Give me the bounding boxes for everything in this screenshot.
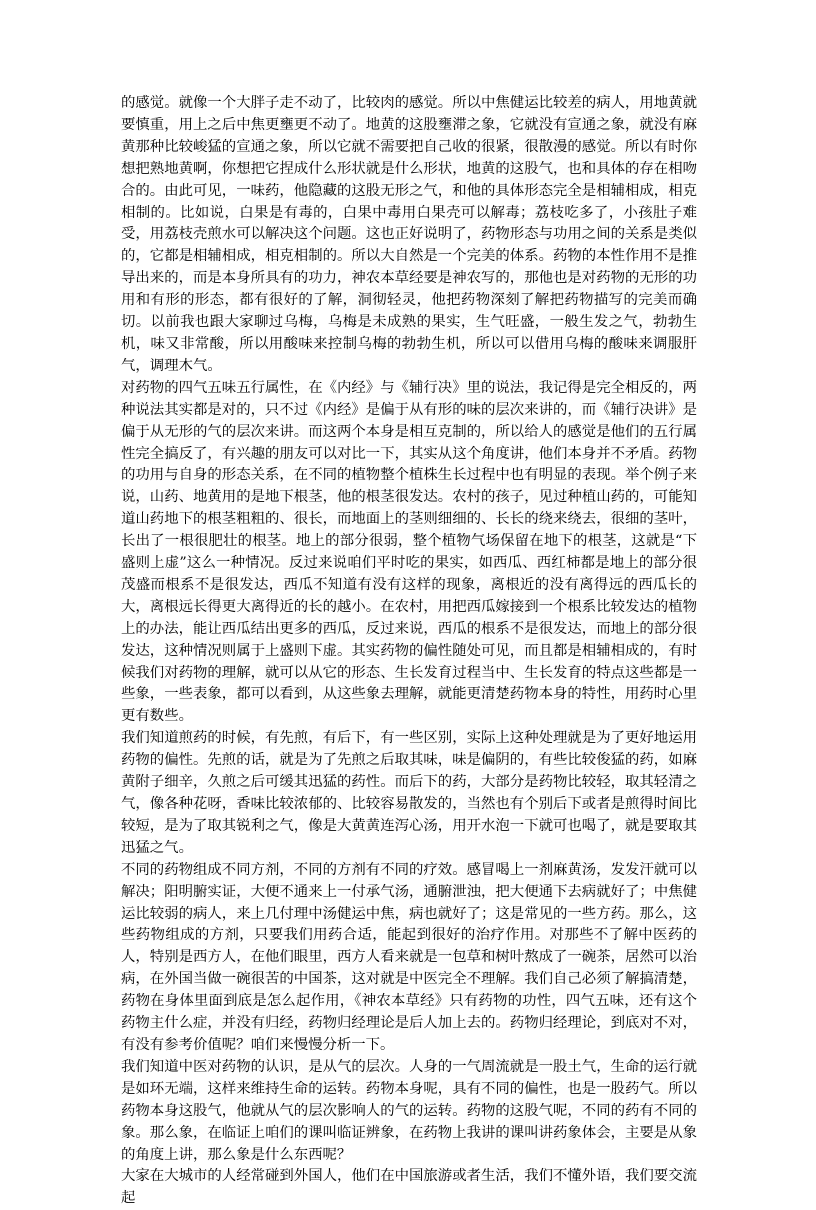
paragraph-6: 大家在大城市的人经常碰到外国人，他们在中国旅游或者生活，我们不懂外语，我们要交流起 [121, 1168, 697, 1207]
paragraph-1: 的感觉。就像一个大胖子走不动了，比较肉的感觉。所以中焦健运比较差的病人，用地黄就要慎重，用上之后中焦更壅更不动了。地黄的这股壅滞之象，它就没有宣通之象，就没有麻黄那种比较峻猛的宣通之象，所以它就不需要把自己收的很紧，很散漫的感觉。所以有时你想把熟地黄啊，你想把它捏成什么形状就是什么形状，地黄的这股气，也和具体的存在相吻合的。由此可见，一味药，他隐藏的这股无形之气，和他的具体形态完全是相辅相成，相克相制的。比如说，白果是有毒的，白果中毒用白果壳可以解毒；荔枝吃多了，小孩肚子难受，用荔枝壳煎水可以解决这个问题。这也正好说明了，药物形态与功用之间的关系是类似的，它都是相辅相成，相克相制的。所以大自然是一个完美的体系。药物的本性作用不是推导出来的，而是本身所具有的功力，神农本草经要是神农写的，那他也是对药物的无形的功用和有形的形态，都有很好的了解，洞彻轻灵，他把药物深刻了解把药物描写的完美而确切。以前我也跟大家聊过乌梅，乌梅是未成熟的果实，生气旺盛，一般生发之气，勃勃生机，味又非常酸，所以用酸味来控制乌梅的勃勃生机，所以可以借用乌梅的酸味来调服肝气，调理木气。 [121, 95, 697, 374]
paragraph-3: 我们知道煎药的时候，有先煎，有后下，有一些区别，实际上这种处理就是为了更好地运用药物的偏性。先煎的话，就是为了先煎之后取其味，味是偏阴的，有些比较俊猛的药，如麻黄附子细辛，久煎之后可缓其迅猛的药性。而后下的药，大部分是药物比较轻，取其轻清之气，像各种花呀，香味比较浓郁的、比较容易散发的，当然也有个别后下或者是煎得时间比较短，是为了取其锐利之气，像是大黄黄连泻心汤，用开水泡一下就可也喝了，就是要取其迅猛之气。 [121, 730, 697, 856]
paragraph-2: 对药物的四气五味五行属性，在《内经》与《辅行决》里的说法，我记得是完全相反的，两种说法其实都是对的，只不过《内经》是偏于从有形的味的层次来讲的，而《辅行决讲》是偏于从无形的气的层次来讲。而这两个本身是相互克制的，所以给人的感觉是他们的五行属性完全搞反了，有兴趣的朋友可以对比一下，其实从这个角度讲，他们本身并不矛盾。药物的功用与自身的形态关系，在不同的植物整个植株生长过程中也有明显的表现。举个例子来说，山药、地黄用的是地下根茎，他的根茎很发达。农村的孩子，见过种植山药的，可能知道山药地下的根茎粗粗的、很长，而地面上的茎则细细的、长长的绕来绕去，很细的茎叶，长出了一根很肥壮的根茎。地上的部分很弱，整个植物气场保留在地下的根茎，这就是“下盛则上虚”这么一种情况。反过来说咱们平时吃的果实，如西瓜、西红柿都是地上的部分很茂盛而根系不是很发达，西瓜不知道有没有这样的现象，离根近的没有离得远的西瓜长的大，离根远长得更大离得近的长的越小。在农村，用把西瓜嫁接到一个根系比较发达的植物上的办法，能让西瓜结出更多的西瓜，反过来说，西瓜的根系不是很发达，而地上的部分很发达，这种情况则属于上盛则下虚。其实药物的偏性随处可见，而且都是相辅相成的，有时候我们对药物的理解，就可以从它的形态、生长发育过程当中、生长发育的特点这些都是一些象，一些表象，都可以看到，从这些象去理解，就能更清楚药物本身的特性，用药时心里更有数些。 [121, 379, 697, 725]
paragraph-4: 不同的药物组成不同方剂，不同的方剂有不同的疗效。感冒喝上一剂麻黄汤，发发汗就可以解决；阳明腑实证，大便不通来上一付承气汤，通腑泄浊，把大便通下去病就好了；中焦健运比较弱的病人，来上几付理中汤健运中焦，病也就好了；这是常见的一些方药。那么，这些药物组成的方剂，只要我们用药合适，能起到很好的治疗作用。对那些不了解中医药的人，特别是西方人，在他们眼里，西方人看来就是一包草和树叶熬成了一碗茶，居然可以治病，在外国当做一碗很苦的中国茶，这对就是中医完全不理解。我们自己必须了解搞清楚，药物在身体里面到底是怎么起作用，《神农本草经》只有药物的功性，四气五味，还有这个药物主什么症，并没有归经，药物归经理论是后人加上去的。药物归经理论，到底对不对，有没有参考价值呢？咱们来慢慢分析一下。 [121, 861, 697, 1053]
document-page [121, 93, 697, 1210]
paragraph-5: 我们知道中医对药物的认识，是从气的层次。人身的一气周流就是一股土气，生命的运行就是如环无端，这样来维持生命的运转。药物本身呢，具有不同的偏性，也是一股药气。所以药物本身这股气，他就从气的层次影响人的气的运转。药物的这股气呢，不同的药有不同的象。那么象，在临证上咱们的课叫临证辨象，在药物上我讲的课叫讲药象体会，主要是从象的角度上讲，那么象是什么东西呢？ [121, 1058, 697, 1163]
